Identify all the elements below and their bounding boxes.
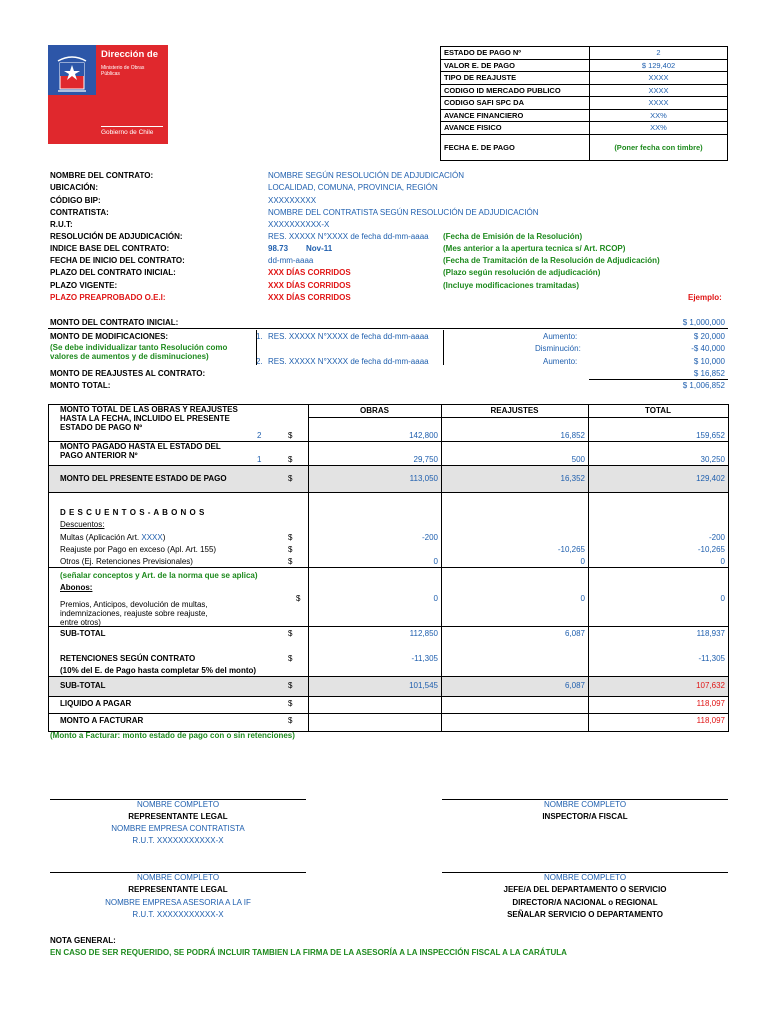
logo-subtitle — [101, 65, 144, 77]
header-value: XX% — [590, 109, 728, 122]
credits-obras: 0 — [433, 594, 438, 603]
subtotal2-obras: 101,545 — [409, 681, 438, 690]
preapproved-term-label: PLAZO PREAPROBADO O.E.I: — [50, 293, 166, 302]
row2-reajustes: 500 — [571, 455, 585, 464]
rut-value: XXXXXXXXXX-X — [268, 220, 330, 229]
col-divider — [308, 405, 309, 731]
mod-1-decrease-label: Disminución: — [535, 344, 581, 353]
row1-label-line2: HASTA LA FECHA, INCLUIDO EL PRESENTE — [60, 414, 230, 423]
row-divider — [49, 713, 728, 714]
excess-readjustment-total: -10,265 — [697, 545, 725, 554]
discounts-title: D E S C U E N T O S - A B O N O S — [60, 508, 205, 517]
row1-reajustes: 16,852 — [560, 431, 585, 440]
retentions-currency: $ — [288, 654, 293, 663]
row-divider — [49, 492, 728, 493]
subtotal2-total: 107,632 — [696, 681, 725, 690]
header-label: VALOR E. DE PAGO — [441, 59, 590, 72]
signer4-line2: DIRECTOR/A NACIONAL o REGIONAL — [512, 898, 658, 907]
others-currency: $ — [288, 557, 293, 566]
signer3-company: NOMBRE EMPRESA ASESORIA A LA IF — [105, 898, 251, 907]
signer1-role: REPRESENTANTE LEGAL — [128, 812, 228, 821]
header-value: (Poner fecha con timbre) — [590, 134, 728, 160]
signer1-name: NOMBRE COMPLETO — [136, 800, 220, 809]
initial-term-note: (Plazo según resolución de adjudicación) — [443, 268, 601, 277]
table-row — [441, 59, 728, 72]
signer3-role: REPRESENTANTE LEGAL — [128, 885, 228, 894]
subtotal1-obras: 112,850 — [409, 629, 438, 638]
fines-total: -200 — [708, 533, 725, 542]
table-row — [441, 84, 728, 97]
row2-label — [60, 442, 221, 460]
net-payable-label: LIQUIDO A PAGAR — [60, 699, 132, 708]
row1-currency: $ — [288, 431, 293, 440]
subtotal1-label: SUB-TOTAL — [60, 629, 106, 638]
row2-currency: $ — [288, 455, 293, 464]
signer2-name: NOMBRE COMPLETO — [543, 800, 627, 809]
row2-total: 30,250 — [700, 455, 725, 464]
initial-amount-label: MONTO DEL CONTRATO INICIAL: — [50, 318, 179, 327]
credits-currency: $ — [296, 594, 301, 603]
logo-subtitle-line2: Públicas — [101, 71, 120, 77]
header-label: CODIGO SAFI SPC DA — [441, 97, 590, 110]
subtotal1-reajustes: 6,087 — [564, 629, 585, 638]
row-divider — [308, 417, 728, 418]
fines-label-text: Multas (Aplicación Art. — [60, 533, 140, 542]
header-label: ESTADO DE PAGO Nº — [441, 47, 590, 60]
signer1-company: NOMBRE EMPRESA CONTRATISTA — [111, 824, 245, 833]
table-row — [441, 109, 728, 122]
logo-footer: Gobierno de Chile — [101, 129, 154, 136]
location-value: LOCALIDAD, COMUNA, PROVINCIA, REGIÓN — [268, 183, 438, 192]
header-value: $ 129,402 — [590, 59, 728, 72]
fines-article: XXXX — [141, 533, 163, 542]
location-label: UBICACIÓN: — [50, 183, 98, 192]
subtotal1-currency: $ — [288, 629, 293, 638]
resolution-frame — [256, 330, 444, 365]
general-note-text: EN CASO DE SER REQUERIDO, SE PODRÁ INCLUIR TAMBIEN LA FIRMA DE LA ASESORÍA A LA INSPECCIÓN FISCAL A LA CARÁTULA — [50, 948, 567, 957]
others-total: 0 — [720, 557, 725, 566]
row2-label-line2: PAGO ANTERIOR Nº — [60, 451, 138, 460]
star-icon — [54, 55, 90, 95]
row3-label: MONTO DEL PRESENTE ESTADO DE PAGO — [60, 474, 227, 483]
initial-term-label: PLAZO DEL CONTRATO INICIAL: — [50, 268, 176, 277]
retentions-note: (10% del E. de Pago hasta completar 5% del monto) — [60, 666, 257, 675]
header-value: 2 — [590, 47, 728, 60]
signer4-name: NOMBRE COMPLETO — [543, 873, 627, 882]
modifications-label: MONTO DE MODIFICACIONES: — [50, 332, 169, 341]
row-divider — [49, 696, 728, 697]
resolution-note: (Fecha de Emisión de la Resolución) — [443, 232, 583, 241]
discounts-subtitle: Descuentos: — [60, 520, 105, 529]
excess-readjustment-currency: $ — [288, 545, 293, 554]
row3-obras: 113,050 — [409, 474, 438, 483]
contract-name-label: NOMBRE DEL CONTRATO: — [50, 171, 154, 180]
header-label: AVANCE FISICO — [441, 122, 590, 135]
signer3-rut: R.U.T. XXXXXXXXXXX-X — [132, 910, 224, 919]
subtotal2-currency: $ — [288, 681, 293, 690]
row-divider — [49, 676, 728, 677]
gobierno-logo — [48, 45, 168, 144]
payment-header-table — [440, 46, 728, 161]
retentions-total: -11,305 — [698, 654, 725, 663]
initial-term-value: XXX DÍAS CORRIDOS — [268, 268, 351, 277]
index-note: (Mes anterior a la apertura tecnica s/ Art. RCOP) — [443, 244, 626, 253]
subtotal2-reajustes: 6,087 — [564, 681, 585, 690]
others-label: Otros (Ej. Retenciones Previsionales) — [60, 557, 193, 566]
sum-line — [589, 379, 728, 380]
row1-label-line3: ESTADO DE PAGO Nº — [60, 423, 143, 432]
header-label: AVANCE FINANCIERO — [441, 109, 590, 122]
row1-label — [60, 405, 238, 432]
bip-value: XXXXXXXXX — [268, 196, 317, 205]
signer3-name: NOMBRE COMPLETO — [136, 873, 220, 882]
header-value: XX% — [590, 122, 728, 135]
logo-divider — [101, 126, 163, 127]
index-month: Nov-11 — [306, 244, 333, 253]
table-row — [441, 122, 728, 135]
excess-readjustment-label: Reajuste por Pago en exceso (Apl. Art. 155) — [60, 545, 217, 554]
current-term-value: XXX DÍAS CORRIDOS — [268, 281, 351, 290]
mod-2-increase-label: Aumento: — [543, 357, 578, 366]
readjustment-value: $ 16,852 — [693, 369, 725, 378]
row1-number: 2 — [257, 431, 262, 440]
invoice-note: (Monto a Facturar: monto estado de pago con o sin retenciones) — [50, 731, 295, 740]
retentions-label: RETENCIONES SEGÚN CONTRATO — [60, 654, 196, 663]
contractor-value: NOMBRE DEL CONTRATISTA SEGÚN RESOLUCIÓN DE ADJUDICACIÓN — [268, 208, 539, 217]
logo-red-field — [48, 95, 96, 144]
header-value: XXXX — [590, 97, 728, 110]
net-payable-currency: $ — [288, 699, 293, 708]
start-date-value: dd-mm-aaaa — [268, 256, 314, 265]
credits-subtitle: Abonos: — [60, 583, 93, 592]
table-row — [441, 97, 728, 110]
mod-2-increase-value: $ 10,000 — [693, 357, 725, 366]
invoice-amount-label: MONTO A FACTURAR — [60, 716, 144, 725]
row2-obras: 29,750 — [413, 455, 438, 464]
mod-1-decrease-value: -$ 40,000 — [691, 344, 725, 353]
total-label: MONTO TOTAL: — [50, 381, 111, 390]
start-date-label: FECHA DE INICIO DEL CONTRATO: — [50, 256, 185, 265]
indicate-concepts-note: (señalar conceptos y Art. de la norma que se aplica) — [60, 571, 258, 580]
row1-label-line1: MONTO TOTAL DE LAS OBRAS Y REAJUSTES — [60, 405, 238, 414]
bip-label: CÓDIGO BIP: — [50, 196, 101, 205]
rut-label: R.U.T: — [50, 220, 73, 229]
header-total: TOTAL — [645, 406, 671, 415]
signer4-line1: JEFE/A DEL DEPARTAMENTO O SERVICIO — [503, 885, 667, 894]
table-row — [441, 72, 728, 85]
fines-label — [60, 533, 165, 542]
resolution-label: RESOLUCIÓN DE ADJUDICACIÓN: — [50, 232, 183, 241]
others-obras: 0 — [433, 557, 438, 566]
subtotal1-total: 118,937 — [696, 629, 725, 638]
mod-1-increase-label: Aumento: — [543, 332, 578, 341]
current-term-label: PLAZO VIGENTE: — [50, 281, 118, 290]
modifications-note-1: (Se debe individualizar tanto Resolución como — [50, 343, 228, 352]
signer2-role: INSPECTOR/A FISCAL — [542, 812, 628, 821]
fines-obras: -200 — [421, 533, 438, 542]
initial-amount-value: $ 1,000,000 — [682, 318, 725, 327]
header-value: XXXX — [590, 72, 728, 85]
divider — [48, 328, 728, 329]
table-row — [441, 47, 728, 60]
mod-2-resolution: RES. XXXXX N°XXXX de fecha dd-mm-aaaa — [268, 357, 429, 366]
row2-number: 1 — [257, 455, 262, 464]
row3-total: 129,402 — [696, 474, 725, 483]
start-date-note: (Fecha de Tramitación de la Resolución de Adjudicación) — [443, 256, 660, 265]
header-label: FECHA E. DE PAGO — [441, 134, 590, 160]
example-label: Ejemplo: — [688, 293, 722, 302]
row1-total: 159,652 — [696, 431, 725, 440]
current-term-note: (Incluye modificaciones tramitadas) — [443, 281, 580, 290]
excess-readjustment-reajustes: -10,265 — [557, 545, 585, 554]
modifications-note-2: valores de aumentos y de disminuciones) — [50, 352, 209, 361]
contract-name-value: NOMBRE SEGÚN RESOLUCIÓN DE ADJUDICACIÓN — [268, 171, 465, 180]
net-payable-total: 118,097 — [696, 699, 725, 708]
header-value: XXXX — [590, 84, 728, 97]
row-divider — [49, 465, 728, 466]
fines-currency: $ — [288, 533, 293, 542]
table-row — [441, 134, 728, 160]
fines-close: ) — [162, 533, 166, 542]
credits-label-line1: Premios, Anticipos, devolución de multas, — [60, 600, 208, 609]
readjustment-label: MONTO DE REAJUSTES AL CONTRATO: — [50, 369, 206, 378]
header-label: CODIGO ID MERCADO PUBLICO — [441, 84, 590, 97]
mod-1-number: 1. — [256, 332, 263, 341]
header-obras: OBRAS — [360, 406, 389, 415]
credits-total: 0 — [720, 594, 725, 603]
row2-label-line1: MONTO PAGADO HASTA EL ESTADO DEL — [60, 442, 221, 451]
signer4-line3: SEÑALAR SERVICIO O DEPARTAMENTO — [507, 910, 663, 919]
mod-2-number: 2. — [256, 357, 263, 366]
index-value: 98.73 — [268, 244, 289, 253]
invoice-amount-total: 118,097 — [696, 716, 725, 725]
mod-1-resolution: RES. XXXXX N°XXXX de fecha dd-mm-aaaa — [268, 332, 429, 341]
header-reajustes: REAJUSTES — [490, 406, 539, 415]
logo-subtitle-line1: Ministerio de Obras — [101, 65, 145, 71]
retentions-obras: -11,305 — [411, 654, 438, 663]
row1-obras: 142,800 — [409, 431, 438, 440]
credits-label-line3: entre otros) — [60, 618, 101, 627]
general-note-title: NOTA GENERAL: — [50, 936, 116, 945]
credits-label — [60, 600, 208, 627]
contractor-label: CONTRATISTA: — [50, 208, 109, 217]
preapproved-term-value: XXX DÍAS CORRIDOS — [268, 293, 351, 302]
credits-reajustes: 0 — [580, 594, 585, 603]
col-divider — [441, 405, 442, 731]
others-reajustes: 0 — [580, 557, 585, 566]
resolution-value: RES. XXXXX N°XXXX de fecha dd-mm-aaaa — [268, 232, 429, 241]
row-divider — [48, 567, 728, 568]
total-value: $ 1,006,852 — [682, 381, 725, 390]
credits-label-line2: indemnizaciones, reajuste sobre reajuste, — [60, 609, 208, 618]
row3-currency: $ — [288, 474, 293, 483]
header-label: TIPO DE REAJUSTE — [441, 72, 590, 85]
invoice-amount-currency: $ — [288, 716, 293, 725]
col-divider — [588, 405, 589, 731]
subtotal2-label: SUB-TOTAL — [60, 681, 106, 690]
row3-reajustes: 16,352 — [560, 474, 585, 483]
mod-1-increase-value: $ 20,000 — [693, 332, 725, 341]
logo-title: Dirección de — [101, 49, 159, 60]
signer1-rut: R.U.T. XXXXXXXXXXX-X — [132, 836, 224, 845]
index-label: INDICE BASE DEL CONTRATO: — [50, 244, 170, 253]
